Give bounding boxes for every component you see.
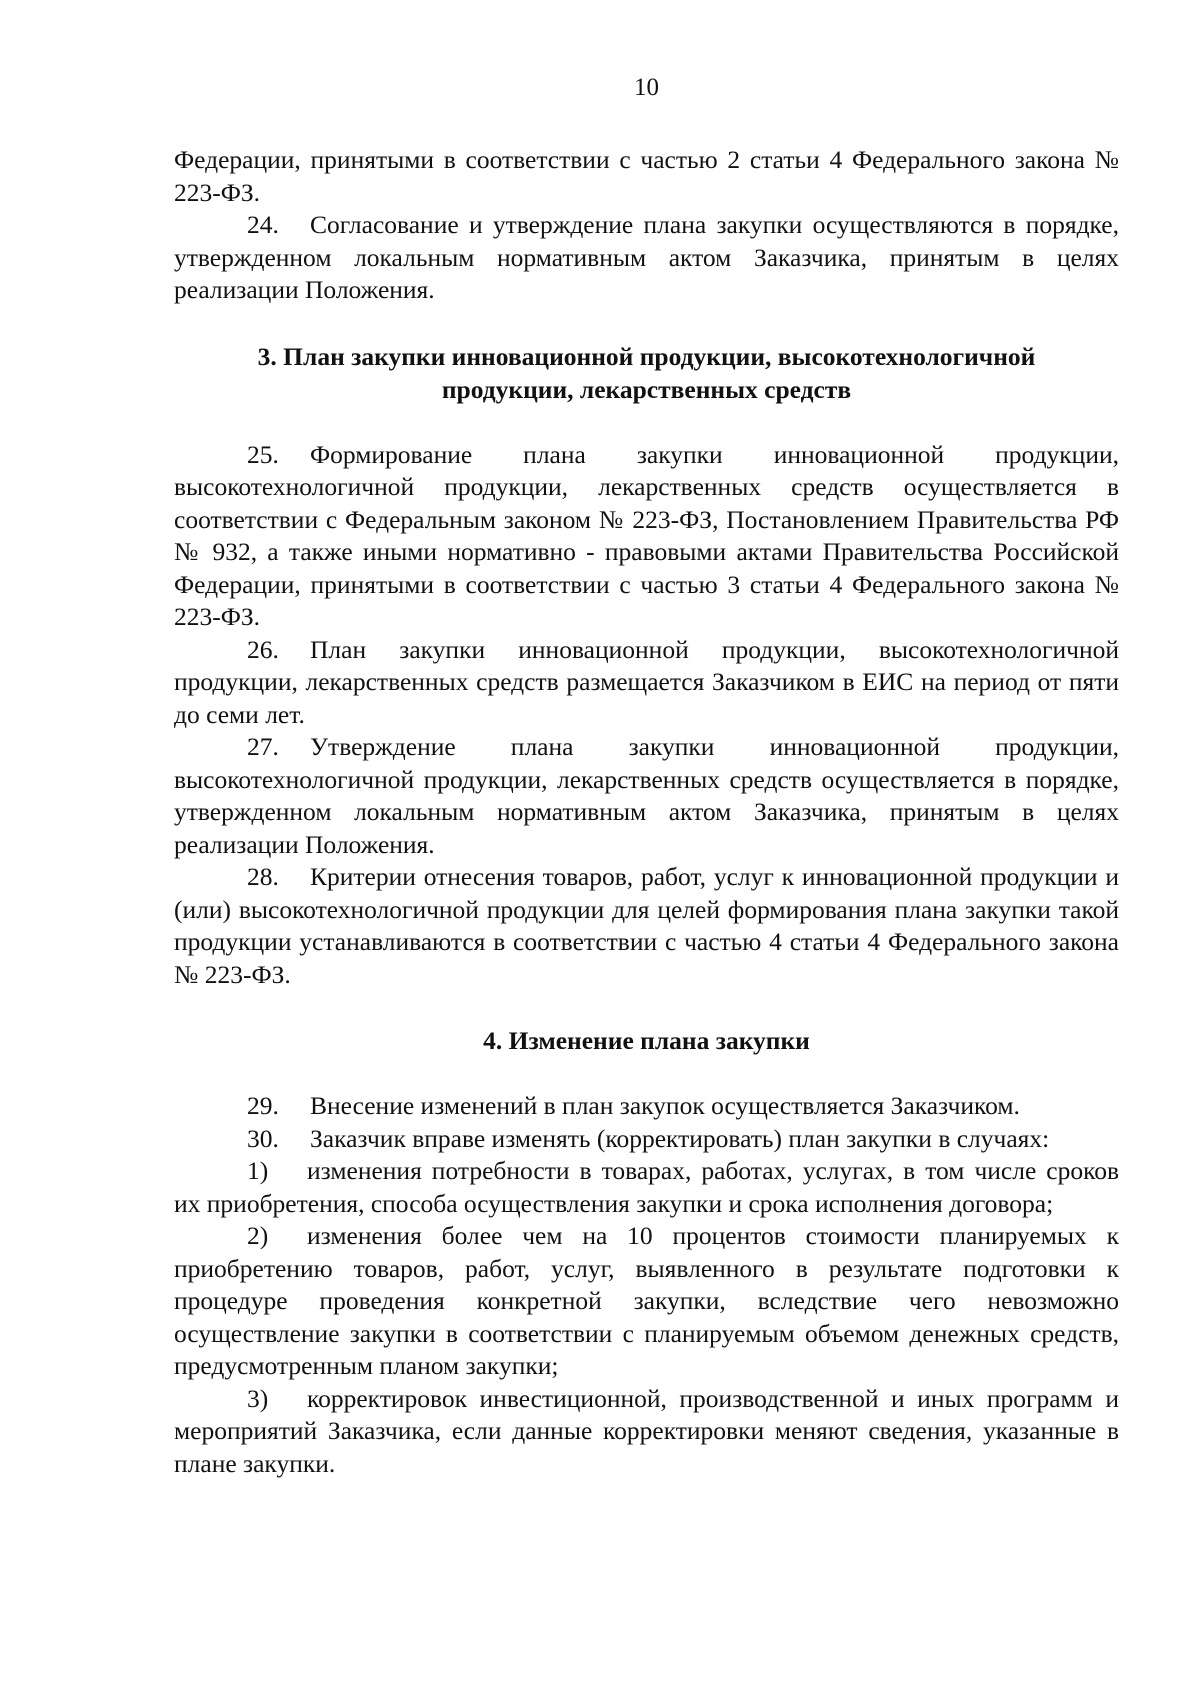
- item-26: [174, 634, 1119, 732]
- section-3-heading-line-1: 3. План закупки инновационной продукции, высокотехнологичной: [257, 341, 1036, 371]
- item-24: [174, 209, 1119, 307]
- subitem-3: [174, 1383, 1119, 1481]
- item-text: Согласование и утверждение плана закупки осуществляются в порядке, утвержденном локальным нормативным актом Заказчика, принятым в целях реализации Положения.: [174, 210, 1119, 304]
- subitem-text: изменения более чем на 10 процентов стоимости планируемых к приобретению товаров, работ, услуг, выявленного в результате подготовки к процедуре проведения конкретной закупки, вследствие чего невозможно осуществление закупки в соответствии с планируемым объемом денежных средств, предусмотренным планом закупки;: [174, 1221, 1119, 1380]
- subitem-text: корректировок инвестиционной, производственной и иных программ и мероприятий Заказчика, если данные корректировки меняют сведения, указанные в плане закупки.: [174, 1383, 1119, 1478]
- subitem-1: [174, 1155, 1119, 1220]
- item-number: 28.: [247, 862, 279, 891]
- item-text: Заказчик вправе изменять (корректировать) план закупки в случаях:: [310, 1123, 1050, 1153]
- section-4-heading: 4. Изменение плана закупки: [483, 1026, 810, 1055]
- item-text: Утверждение плана закупки инновационной продукции, высокотехнологичной продукции, лекарственных средств осуществляется в порядке, утвержденном локальным нормативным актом Заказчика, принятым в целях реализации Положения.: [174, 732, 1119, 859]
- page-number: 10: [634, 74, 659, 101]
- section-3-heading-line-2: продукции, лекарственных средств: [441, 374, 852, 404]
- item-number: 26.: [247, 634, 279, 664]
- subitem-number: 3): [247, 1383, 269, 1413]
- section-3-heading: [174, 340, 1119, 406]
- subitem-number: 1): [247, 1156, 269, 1185]
- item-text: Критерии отнесения товаров, работ, услуг к инновационной продукции и (или) высокотехнологичной продукции для целей формирования плана закупки такой продукции устанавливаются в соответствии с частью 4 статьи 4 Федерального закона № 223-ФЗ.: [174, 862, 1119, 989]
- item-number: 25.: [247, 439, 279, 469]
- item-text: Внесение изменений в план закупок осуществляется Заказчиком.: [310, 1091, 1020, 1120]
- subitem-text: изменения потребности в товарах, работах, услугах, в том числе сроков их приобретения, способа осуществления закупки и срока исполнения договора;: [174, 1156, 1119, 1218]
- item-30: [174, 1123, 1119, 1156]
- item-text: План закупки инновационной продукции, высокотехнологичной продукции, лекарственных средств размещается Заказчиком в ЕИС на период от пяти до семи лет.: [174, 634, 1119, 729]
- page-content: [174, 72, 1119, 1480]
- item-number: 30.: [247, 1123, 279, 1153]
- subitem-2: [174, 1220, 1119, 1383]
- item-29: [174, 1090, 1119, 1123]
- item-text: Формирование плана закупки инновационной продукции, высокотехнологичной продукции, лекарственных средств осуществляется в соответствии с Федеральным законом № 223-ФЗ, Постановлением Правительства РФ № 932, а также иными нормативно - правовыми актами Правительства Российской Федерации, принятыми в соответствии с частью 3 статьи 4 Федерального закона № 223-ФЗ.: [174, 439, 1119, 631]
- continuation-paragraph: Федерации, принятыми в соответствии с частью 2 статьи 4 Федерального закона № 223-ФЗ.: [174, 145, 1119, 207]
- item-number: 29.: [247, 1091, 279, 1120]
- item-25: [174, 439, 1119, 634]
- item-number: 27.: [247, 732, 279, 761]
- subitem-number: 2): [247, 1221, 269, 1250]
- item-number: 24.: [247, 210, 279, 239]
- item-28: [174, 861, 1119, 991]
- item-27: [174, 731, 1119, 861]
